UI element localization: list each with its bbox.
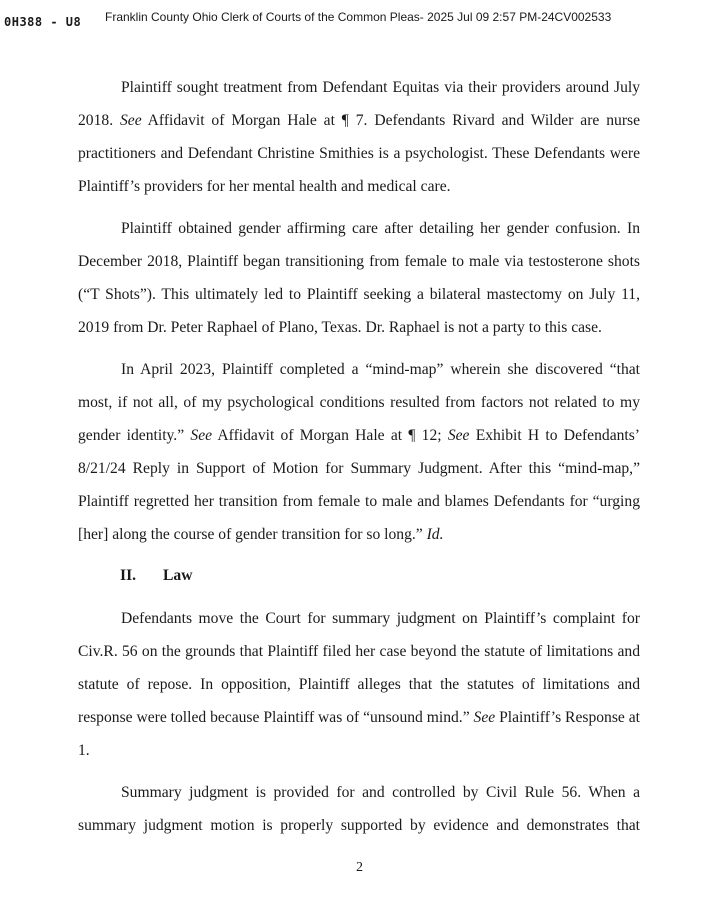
text-span: Affidavit of Morgan Hale at ¶ 12;	[212, 427, 448, 444]
paragraph-treatment	[78, 71, 640, 203]
filing-stamp-header: Franklin County Ohio Clerk of Courts of the Common Pleas- 2025 Jul 09 2:57 PM-24CV002533	[105, 10, 612, 24]
section-number: II.	[120, 567, 137, 584]
paragraph-text	[78, 602, 640, 767]
paragraph-text	[78, 71, 640, 203]
citation-signal: See	[447, 427, 470, 444]
document-stamp-code: 0H388 - U8	[4, 15, 82, 29]
paragraph-text: Summary judgment is provided for and controlled by Civil Rule 56. When a summary judgment motion is properly supported by evidence and demonstrates that	[78, 784, 640, 834]
text-span: Defendants move the Court for summary judgment on Plaintiff’s complaint for Civ.R. 56 on the grounds that Plaintiff filed her case beyond the statute of limitations and statute of repose. In opposition, Plaintiff alleges that the statutes of limitations and response were tolled because Plaintiff was of “unsound mind.”	[78, 610, 640, 726]
text-span: In April 2023, Plaintiff completed a “mind-map” wherein she discovered “that most, if not all, of my psychological conditions resulted from factors not related to my gender identity.”	[78, 361, 640, 444]
paragraph-text	[78, 353, 640, 551]
paragraph-motion	[78, 602, 640, 767]
text-span: Exhibit H to Defendants’ 8/21/24 Reply in Support of Motion for Summary Judgment. After this “mind-map,” Plaintiff regretted her transition from female to male and blames Defendants for “urging [her] along the course of gender transition for so long.”	[78, 427, 641, 543]
text-span: Affidavit of Morgan Hale at ¶ 7. Defendants Rivard and Wilder are nurse practitioners and Defendant Christine Smithies is a psychologist. These Defendants were Plaintiff’s providers for her mental health and medical care.	[78, 112, 641, 195]
citation-id: Id.	[426, 526, 444, 543]
citation-signal: See	[473, 709, 496, 726]
text-span: Plaintiff sought treatment from Defendant Equitas via their providers around July 2018.	[78, 79, 640, 129]
citation-signal: See	[119, 112, 142, 129]
section-title: Law	[163, 567, 193, 584]
page-number: 2	[356, 860, 363, 875]
section-heading	[120, 565, 192, 587]
paragraph-mind-map	[78, 353, 640, 551]
paragraph-gender-care	[78, 212, 640, 344]
text-span: Plaintiff’s Response at 1.	[78, 709, 640, 759]
paragraph-summary-judgment	[78, 776, 640, 842]
paragraph-text: Plaintiff obtained gender affirming care after detailing her gender confusion. In December 2018, Plaintiff began transitioning from female to male via testosterone shots (“T Shots”). This ultimately led to Plaintiff seeking a bilateral mastectomy on July 11, 2019 from Dr. Peter Raphael of Plano, Texas. Dr. Raphael is not a party to this case.	[78, 220, 640, 336]
citation-signal: See	[190, 427, 213, 444]
